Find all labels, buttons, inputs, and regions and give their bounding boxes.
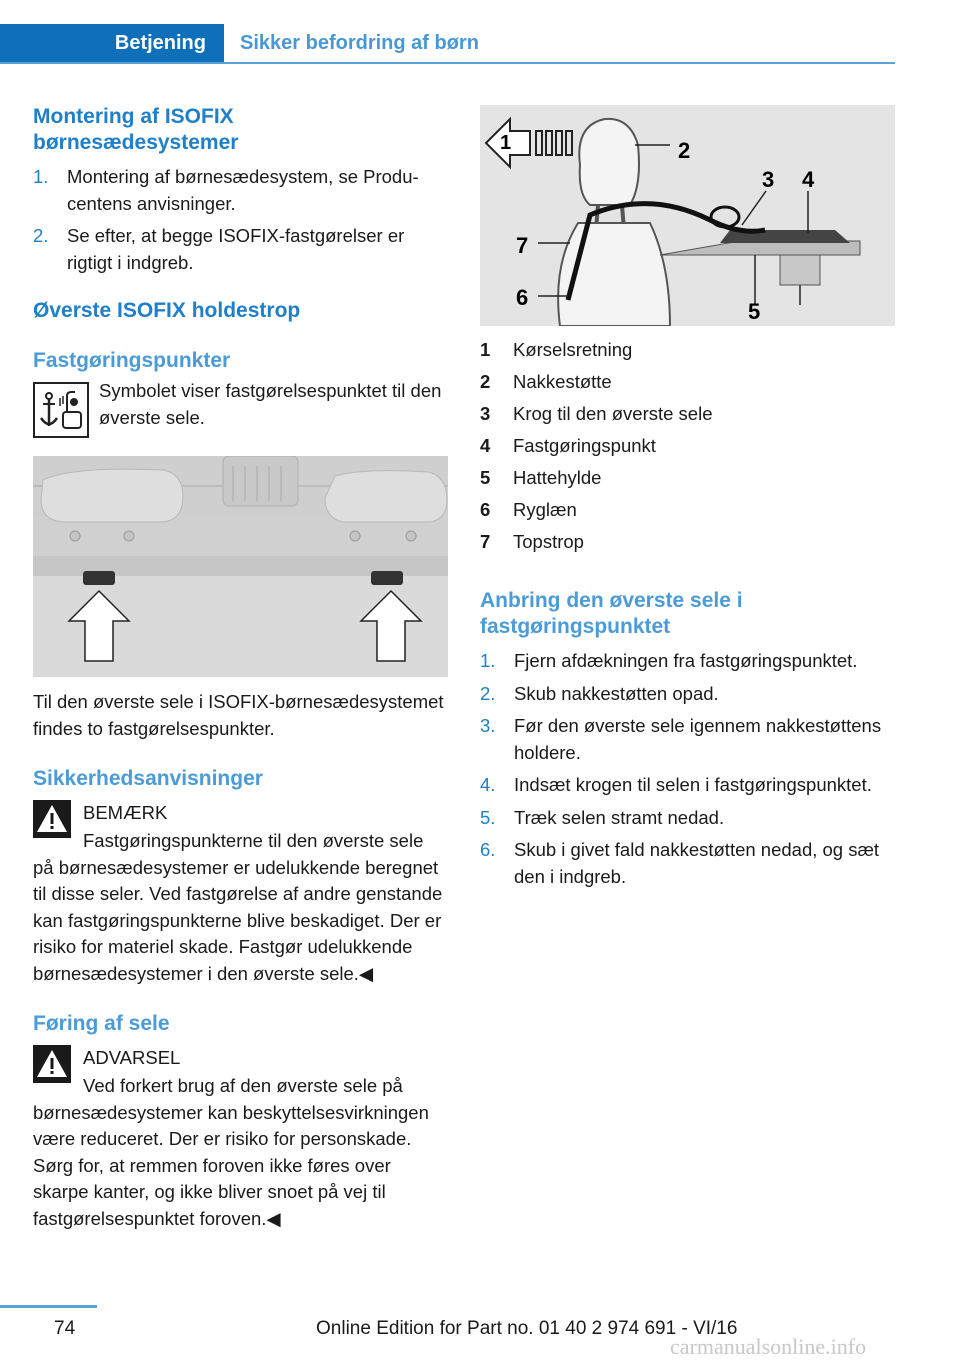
warning-triangle-icon [33,1045,71,1083]
legend-row: 4 Fastgøringspunkt [480,435,656,456]
chapter-tab[interactable]: Betjening [0,24,224,62]
list-item: 2. Se efter, at begge ISOFIX-fastgørelser er rigtigt i indgreb. [33,225,405,273]
mount-steps [33,164,448,276]
warning-triangle-icon [33,800,71,838]
list-item: 6. Skub i givet fald nakkestøtten nedad, og sæt den i indgreb. [480,839,880,887]
safety-title: Sikkerhedsanvisninger [33,767,263,790]
rear-shelf-photo [33,456,448,677]
watermark: carmanualsonline.info [670,1334,867,1359]
note-block [33,800,448,987]
warning-text: Ved forkert brug af den øverste sele på børnesædesystemer kan beskyttelsesvirkningen være reduceret. Der er risiko for personskade. Sørg for, at remmen foroven ikke føres over skarpe kanter, og ikke bliver snoet på vej til fastgørelsespunktet foroven.◀ [33,1075,429,1229]
diagram-label-4: 4 [802,167,815,192]
legend-row: 2 Nakkestøtte [480,371,612,392]
list-item: 1. Fjern afdækningen fra fastgøringspunktet. [480,650,858,671]
legend-row: 5 Hattehylde [480,467,602,488]
warning-block [33,1045,448,1232]
anchor-title: Fastgøringspunkter [33,349,231,372]
list-item: 4. Indsæt krogen til selen i fastgøringspunktet. [480,774,872,795]
header-divider [0,62,895,64]
legend-row: 6 Ryglæn [480,499,577,520]
footer-divider [0,1305,97,1308]
list-item: 2. Skub nakkestøtten opad. [480,682,719,704]
diagram-legend [480,334,895,558]
anchor-symbol-text: Symbolet viser fastgørelsespunktet til den øverste sele. [99,380,442,428]
top-strap-title: Øverste ISOFIX holdestrop [33,299,301,322]
diagram-label-6: 6 [516,285,529,310]
legend-row: 7 Topstrop [480,531,584,552]
note-text: Fastgøringspunkterne til den øverste sele på børnesædesystemer er udelukkende beregnet til disse seler. Ved fastgørelse af andre genstande kan fastgøringspunkterne blive beskadiget. Der er risiko for materiel skade. Fastgør udelukkende børnesædesystemer i den øverste sele.◀ [33,830,443,984]
legend-row: 3 Krog til den øverste sele [480,403,713,424]
isofix-anchor-icon [33,382,89,438]
left-column [33,104,448,1232]
diagram-label-2: 2 [678,138,691,163]
section-tab[interactable]: Sikker befordring af børn [240,31,479,54]
warning-label: ADVARSEL [83,1047,181,1068]
list-item: 1. Montering af børnesædesystem, se Producentens anvisninger. [33,166,419,214]
anchor-symbol-row [33,382,448,438]
list-item: 5. Træk selen stramt nedad. [480,806,725,828]
edition-text: Online Edition for Part no. 01 40 2 974 691 - VI/16 [316,1318,738,1339]
page-number: 74 [54,1318,76,1339]
diagram-label-5: 5 [748,299,761,324]
photo-caption: Til den øverste sele i ISOFIX-børnesædesystemet findes to fastgørelsespunkter. [33,691,444,739]
legend-row: 1 Kørselsretning [480,339,633,360]
note-label: BEMÆRK [83,802,168,823]
right-column [480,105,895,896]
attach-steps [480,648,895,890]
list-item: 3. Før den øverste sele igennem nakkestøttens holdere. [480,715,882,763]
attach-title: Anbring den øverste sele i fastgøringspunktet [480,589,743,638]
mount-title: Montering af ISOFIX børnesædesystemer [33,105,239,154]
diagram-label-7: 7 [516,233,529,258]
diagram-label-1: 1 [500,132,512,154]
routing-title: Føring af sele [33,1012,170,1035]
diagram-label-3: 3 [762,167,775,192]
top-strap-diagram [480,105,895,326]
